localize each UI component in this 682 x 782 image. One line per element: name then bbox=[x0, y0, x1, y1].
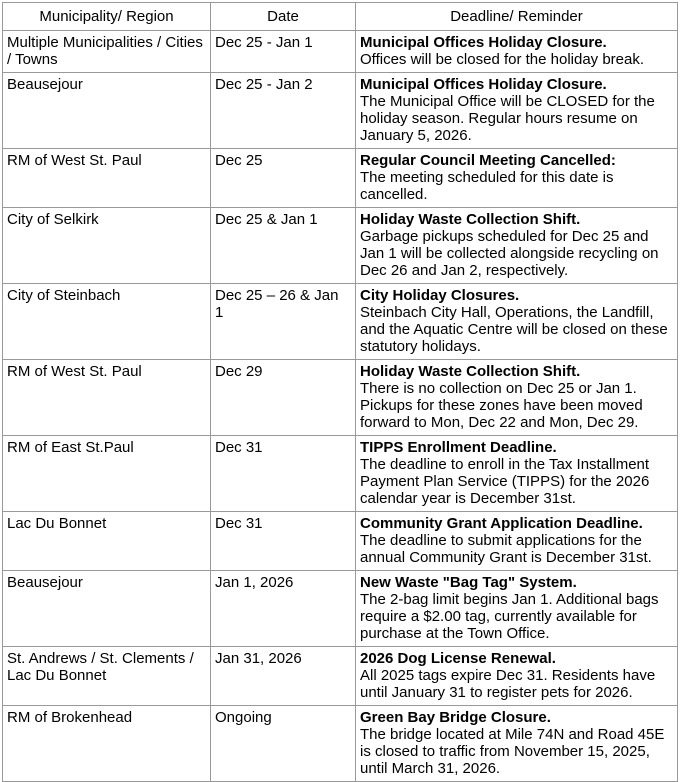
reminder-title: 2026 Dog License Renewal. bbox=[360, 650, 556, 667]
municipality-cell: Beausejour bbox=[3, 571, 211, 647]
table-body bbox=[3, 31, 678, 782]
reminder-description: The meeting scheduled for this date is cancelled. bbox=[360, 169, 614, 203]
reminder-description: Offices will be closed for the holiday break. bbox=[360, 51, 645, 68]
reminder-cell bbox=[356, 512, 678, 571]
column-header-date: Date bbox=[211, 3, 356, 31]
date-cell: Dec 29 bbox=[211, 360, 356, 436]
reminder-title: Municipal Offices Holiday Closure. bbox=[360, 76, 607, 93]
table-row bbox=[3, 571, 678, 647]
municipality-cell: RM of East St.Paul bbox=[3, 436, 211, 512]
reminder-description: The bridge located at Mile 74N and Road 45E is closed to traffic from November 15, 2025, until March 31, 2026. bbox=[360, 726, 665, 777]
reminder-description: Garbage pickups scheduled for Dec 25 and Jan 1 will be collected alongside recycling on Dec 26 and Jan 2, respectively. bbox=[360, 228, 659, 279]
reminder-description: The Municipal Office will be CLOSED for the holiday season. Regular hours resume on January 5, 2026. bbox=[360, 93, 655, 144]
municipality-cell: RM of Brokenhead bbox=[3, 706, 211, 782]
reminder-title: Regular Council Meeting Cancelled: bbox=[360, 152, 616, 169]
table-header-row bbox=[3, 3, 678, 31]
reminder-title: New Waste "Bag Tag" System. bbox=[360, 574, 577, 591]
column-header-deadline: Deadline/ Reminder bbox=[356, 3, 678, 31]
reminder-title: Municipal Offices Holiday Closure. bbox=[360, 34, 607, 51]
reminder-description: There is no collection on Dec 25 or Jan 1. Pickups for these zones have been moved forward to Mon, Dec 22 and Mon, Dec 29. bbox=[360, 380, 643, 431]
reminder-cell bbox=[356, 647, 678, 706]
table-row bbox=[3, 512, 678, 571]
reminder-cell bbox=[356, 208, 678, 284]
table-row bbox=[3, 149, 678, 208]
reminder-title: Holiday Waste Collection Shift. bbox=[360, 363, 581, 380]
date-cell: Dec 25 – 26 & Jan 1 bbox=[211, 284, 356, 360]
reminder-title: Holiday Waste Collection Shift. bbox=[360, 211, 581, 228]
reminder-cell bbox=[356, 73, 678, 149]
reminder-description: The 2-bag limit begins Jan 1. Additional bags require a $2.00 tag, currently available for purchase at the Town Office. bbox=[360, 591, 659, 642]
reminder-title: City Holiday Closures. bbox=[360, 287, 520, 304]
date-cell: Dec 31 bbox=[211, 512, 356, 571]
date-cell: Jan 1, 2026 bbox=[211, 571, 356, 647]
reminder-title: TIPPS Enrollment Deadline. bbox=[360, 439, 557, 456]
reminder-cell bbox=[356, 149, 678, 208]
reminder-title: Green Bay Bridge Closure. bbox=[360, 709, 551, 726]
reminder-cell bbox=[356, 706, 678, 782]
table-row bbox=[3, 360, 678, 436]
date-cell: Dec 25 & Jan 1 bbox=[211, 208, 356, 284]
date-cell: Ongoing bbox=[211, 706, 356, 782]
reminder-description: The deadline to submit applications for the annual Community Grant is December 31st. bbox=[360, 532, 652, 566]
reminder-description: Steinbach City Hall, Operations, the Landfill, and the Aquatic Centre will be closed on these statutory holidays. bbox=[360, 304, 668, 355]
municipality-cell: RM of West St. Paul bbox=[3, 360, 211, 436]
municipality-cell: City of Steinbach bbox=[3, 284, 211, 360]
reminder-title: Community Grant Application Deadline. bbox=[360, 515, 643, 532]
municipality-cell: St. Andrews / St. Clements / Lac Du Bonnet bbox=[3, 647, 211, 706]
municipality-cell: Lac Du Bonnet bbox=[3, 512, 211, 571]
table-row bbox=[3, 706, 678, 782]
date-cell: Dec 25 - Jan 2 bbox=[211, 73, 356, 149]
municipality-cell: Multiple Municipalities / Cities / Towns bbox=[3, 31, 211, 73]
table-row bbox=[3, 284, 678, 360]
reminder-cell bbox=[356, 436, 678, 512]
reminder-cell bbox=[356, 284, 678, 360]
reminder-cell bbox=[356, 31, 678, 73]
municipality-cell: City of Selkirk bbox=[3, 208, 211, 284]
table-row bbox=[3, 31, 678, 73]
municipality-cell: Beausejour bbox=[3, 73, 211, 149]
reminder-cell bbox=[356, 360, 678, 436]
municipality-cell: RM of West St. Paul bbox=[3, 149, 211, 208]
date-cell: Dec 25 - Jan 1 bbox=[211, 31, 356, 73]
date-cell: Dec 25 bbox=[211, 149, 356, 208]
date-cell: Jan 31, 2026 bbox=[211, 647, 356, 706]
reminder-cell bbox=[356, 571, 678, 647]
table-row bbox=[3, 647, 678, 706]
municipal-deadlines-table bbox=[2, 2, 678, 782]
reminder-description: All 2025 tags expire Dec 31. Residents have until January 31 to register pets for 2026. bbox=[360, 667, 656, 701]
table-row bbox=[3, 73, 678, 149]
date-cell: Dec 31 bbox=[211, 436, 356, 512]
table-row bbox=[3, 436, 678, 512]
column-header-municipality: Municipality/ Region bbox=[3, 3, 211, 31]
reminder-description: The deadline to enroll in the Tax Installment Payment Plan Service (TIPPS) for the 2026 calendar year is December 31st. bbox=[360, 456, 650, 507]
table-row bbox=[3, 208, 678, 284]
